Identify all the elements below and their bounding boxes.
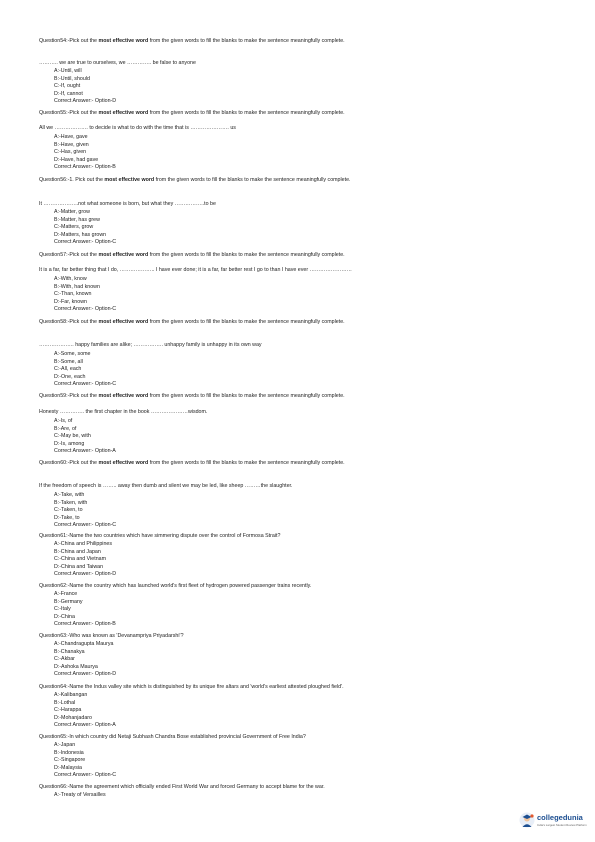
- instruction-text: from the given words to fill the blanks to make the sentence meaningfully complete.: [149, 319, 345, 325]
- option: D:-Ashoka Maurya: [54, 663, 98, 670]
- correct-answer: Correct Answer:- Option-C: [54, 381, 117, 388]
- question-55-options: [54, 134, 116, 172]
- instruction-text: from the given words to fill the blanks to make the sentence meaningfully complete.: [149, 460, 345, 466]
- instruction-text: from the given words to fill the blanks to make the sentence meaningfully complete.: [155, 177, 351, 183]
- question-56: [39, 177, 351, 184]
- option: A:-Chandragupta Maurya: [54, 641, 114, 647]
- correct-answer: Correct Answer:- Option-A: [54, 722, 116, 729]
- option: A:-Take, with: [54, 492, 85, 498]
- option: D:-Have, had gave: [54, 156, 99, 163]
- correct-answer: Correct Answer:- Option-D: [54, 571, 117, 578]
- option: C:-May be, with: [54, 433, 91, 440]
- question-label: Question57:-Pick out the: [39, 252, 99, 258]
- question-61-options: [54, 541, 116, 579]
- question-59-options: [54, 418, 116, 456]
- bold-phrase: most effective word: [104, 177, 155, 183]
- option: C:-If, ought: [54, 83, 81, 90]
- logo-name: collegedunia: [537, 813, 583, 822]
- option: D:-Is, among: [54, 440, 85, 447]
- question-57: [39, 252, 345, 259]
- question-57-options: [54, 276, 116, 314]
- question-label: Question56:-1. Pick out the: [39, 177, 105, 183]
- question-61: Question61:-Name the two countries which have simmering dispute over the control of Formosa Strait?: [39, 533, 281, 539]
- question-65: Question65:-In which country did Netaji Subhash Chandra Bose established provincial Government of Free India?: [39, 734, 306, 740]
- option: D:-Mohanjadaro: [54, 714, 92, 721]
- option: B:-Chanakya: [54, 648, 85, 655]
- option: D:-Malaysia: [54, 764, 82, 771]
- question-label: Question59:-Pick out the: [39, 393, 99, 399]
- option: A:-France: [54, 591, 78, 597]
- collegedunia-logo: [519, 812, 591, 834]
- question-56-stem: It ………………..not what someone is born, but what they ……………..to be: [39, 201, 216, 207]
- question-57-stem: It is a far, far better thing that I do, ……………….. I have ever done; it is a far, far better rest I go to than I have ever ……………………: [39, 267, 352, 273]
- option: A:-Treaty of Versailles: [54, 792, 106, 798]
- option: C:-Akbar: [54, 656, 75, 663]
- option: D:-Take, to: [54, 514, 80, 521]
- question-62-options: [54, 591, 116, 629]
- option: A:-Is, of: [54, 418, 73, 424]
- option: C:-Italy: [54, 606, 71, 613]
- option: A:-Matter, grow: [54, 209, 90, 215]
- option: D:-Matters, has grown: [54, 231, 107, 238]
- graduate-icon: [519, 812, 535, 828]
- question-59-stem: Honesty ………….. the first chapter in the book …………………wisdom.: [39, 409, 208, 415]
- question-label: Question55:-Pick out the: [39, 110, 99, 116]
- option: B:-Taken, with: [54, 499, 88, 506]
- option: C:-Taken, to: [54, 507, 83, 514]
- option: A:-Until, will: [54, 68, 82, 74]
- option: B:-Lothal: [54, 699, 76, 706]
- question-54-options: [54, 68, 116, 106]
- correct-answer: Correct Answer:- Option-C: [54, 306, 117, 313]
- correct-answer: Correct Answer:- Option-B: [54, 621, 116, 628]
- correct-answer: Correct Answer:- Option-C: [54, 522, 117, 529]
- option: C:-Has, given: [54, 149, 87, 156]
- option: A:-Japan: [54, 742, 76, 748]
- instruction-text: from the given words to fill the blanks to make the sentence meaningfully complete.: [149, 38, 345, 44]
- question-59: [39, 393, 345, 400]
- option: D:-One, each: [54, 373, 86, 380]
- question-64-options: [54, 692, 116, 730]
- correct-answer: Correct Answer:- Option-C: [54, 239, 117, 246]
- option: C:-Singapore: [54, 757, 86, 764]
- option: B:-China and Japan: [54, 548, 101, 555]
- logo-tagline: India's Largest Student Review Platform: [537, 823, 587, 827]
- question-54: [39, 38, 345, 45]
- question-label: Question58:-Pick out the: [39, 319, 99, 325]
- question-55: [39, 110, 345, 117]
- question-63: Question63:-Who was known as 'Devanampriya Priyadarshi'?: [39, 633, 184, 639]
- option: C:-Harappa: [54, 707, 82, 714]
- option: D:-If, cannot: [54, 90, 83, 97]
- question-58-stem: ……………….. happy families are alike; …………….. unhappy family is unhappy in its own way: [39, 342, 262, 348]
- option: B:-Some, all: [54, 358, 83, 365]
- correct-answer: Correct Answer:- Option-B: [54, 164, 116, 171]
- question-63-options: [54, 641, 116, 679]
- option: A:-Kalibangan: [54, 692, 88, 698]
- option: A:-Have, gave: [54, 134, 88, 140]
- question-label: Question60:-Pick out the: [39, 460, 99, 466]
- bold-phrase: most effective word: [98, 252, 149, 258]
- option: D:-Far, known: [54, 298, 87, 305]
- option: B:-Until, should: [54, 75, 90, 82]
- correct-answer: Correct Answer:- Option-A: [54, 448, 116, 455]
- instruction-text: from the given words to fill the blanks to make the sentence meaningfully complete.: [149, 110, 345, 116]
- bold-phrase: most effective word: [98, 38, 149, 44]
- option: B:-Indonesia: [54, 749, 84, 756]
- option: B:-Have, given: [54, 141, 89, 148]
- correct-answer: Correct Answer:- Option-C: [54, 772, 117, 779]
- question-label: Question54:-Pick out the: [39, 38, 99, 44]
- option: C:-Than, known: [54, 291, 92, 298]
- option: A:-With, know: [54, 276, 87, 282]
- question-58-options: [54, 351, 116, 389]
- question-60-stem: If the freedom of speech is …….. away then dumb and silent we may be led, like sheep ………the slaughter.: [39, 483, 293, 489]
- question-54-stem: ……….. we are true to ourselves, we ………….. be false to anyone: [39, 60, 196, 66]
- option: D:-China: [54, 613, 75, 620]
- question-60-options: [54, 492, 116, 530]
- instruction-text: from the given words to fill the blanks to make the sentence meaningfully complete.: [149, 252, 345, 258]
- question-58: [39, 319, 345, 326]
- correct-answer: Correct Answer:- Option-D: [54, 98, 117, 105]
- option: B:-Germany: [54, 598, 83, 605]
- bold-phrase: most effective word: [98, 393, 149, 399]
- bold-phrase: most effective word: [98, 460, 149, 466]
- question-55-stem: All we ………………. to decide is what to do with the time that is …………………. us: [39, 125, 236, 131]
- option: A:-China and Philippines: [54, 541, 113, 547]
- option: C:-All, each: [54, 366, 82, 373]
- bold-phrase: most effective word: [98, 110, 149, 116]
- question-66-options: [54, 792, 106, 800]
- question-60: [39, 460, 345, 467]
- option: D:-China and Taiwan: [54, 563, 104, 570]
- bold-phrase: most effective word: [98, 319, 149, 325]
- option: B:-With, had known: [54, 283, 100, 290]
- correct-answer: Correct Answer:- Option-D: [54, 671, 117, 678]
- question-56-options: [54, 209, 116, 247]
- option: C:-China and Vietnam: [54, 556, 107, 563]
- question-65-options: [54, 742, 116, 780]
- option: B:-Are, of: [54, 425, 77, 432]
- question-66: Question66:-Name the agreement which officially ended First World War and forced Germany to accept blame for the war.: [39, 784, 325, 790]
- question-64: Question64:-Name the Indus valley site which is distinguished by its unique fire altars and 'world's earliest attested ploughed field'.: [39, 684, 344, 690]
- option: A:-Some, some: [54, 351, 91, 357]
- instruction-text: from the given words to fill the blanks to make the sentence meaningfully complete.: [149, 393, 345, 399]
- option: B:-Matter, has grew: [54, 216, 100, 223]
- question-62: Question62:-Name the country which has launched world's first fleet of hydrogen powered passenger trains recently.: [39, 583, 312, 589]
- option: C:-Matters, grow: [54, 224, 94, 231]
